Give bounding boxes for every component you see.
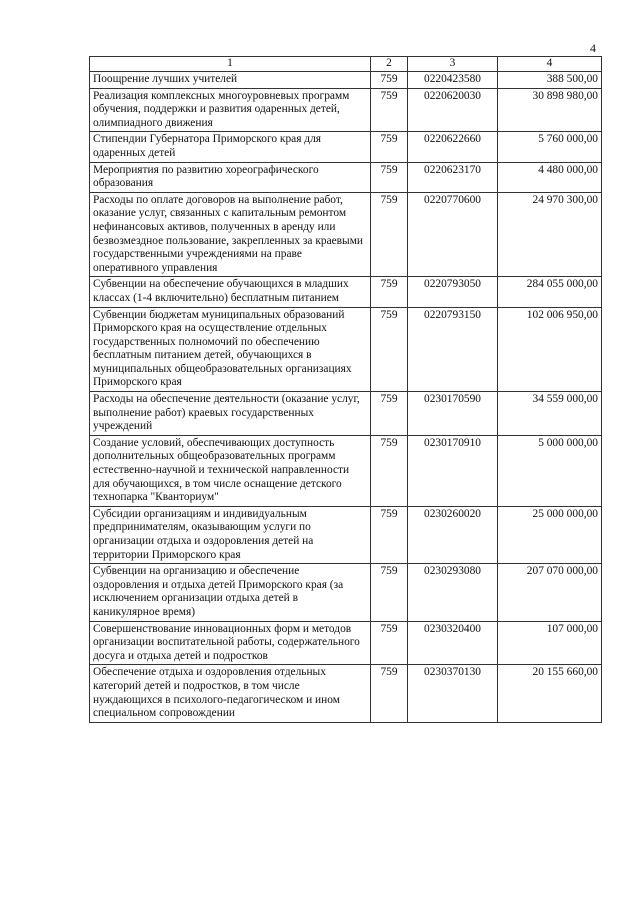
row-amount: 284 055 000,00: [498, 277, 602, 307]
row-name: Создание условий, обеспечивающих доступность дополнительных общеобразовательных программ естественно-научной и технической направленности для обучающихся, в том числе оснащение детского технопарка "Кванториум": [90, 435, 371, 506]
page-number: 4: [590, 41, 596, 55]
row-target-code: 0220770600: [408, 192, 498, 277]
table-row: [90, 72, 602, 89]
header-col-3: 3: [408, 57, 498, 72]
row-ministry-code: 759: [371, 277, 408, 307]
row-ministry-code: 759: [371, 665, 408, 722]
row-amount: 30 898 980,00: [498, 88, 602, 132]
row-amount: 25 000 000,00: [498, 506, 602, 563]
header-col-2: 2: [371, 57, 408, 72]
table-row: [90, 435, 602, 506]
row-amount: 24 970 300,00: [498, 192, 602, 277]
row-target-code: 0220423580: [408, 72, 498, 89]
row-amount: 207 070 000,00: [498, 564, 602, 621]
table-row: [90, 665, 602, 722]
row-name: Субвенции на обеспечение обучающихся в младших классах (1-4 включительно) бесплатным питанием: [90, 277, 371, 307]
row-target-code: 0220793050: [408, 277, 498, 307]
row-ministry-code: 759: [371, 392, 408, 436]
row-amount: 5 000 000,00: [498, 435, 602, 506]
row-ministry-code: 759: [371, 132, 408, 162]
row-amount: 5 760 000,00: [498, 132, 602, 162]
table-row: [90, 162, 602, 192]
row-target-code: 0220793150: [408, 307, 498, 392]
row-name: Субвенции на организацию и обеспечение оздоровления и отдыха детей Приморского края (за исключением организации отдыха детей в каникулярное время): [90, 564, 371, 621]
row-target-code: 0230170910: [408, 435, 498, 506]
row-name: Обеспечение отдыха и оздоровления отдельных категорий детей и подростков, в том числе нуждающихся в психолого-педагогическом и ином специальном сопровождении: [90, 665, 371, 722]
row-ministry-code: 759: [371, 506, 408, 563]
row-name: Субвенции бюджетам муниципальных образований Приморского края на осуществление отдельных государственных полномочий по обеспечению бесплатным питанием детей, обучающихся в муниципальных общеобразовательных организациях Приморского края: [90, 307, 371, 392]
row-amount: 107 000,00: [498, 621, 602, 665]
table-body: [90, 72, 602, 723]
table-row: [90, 564, 602, 621]
row-name: Мероприятия по развитию хореографического образования: [90, 162, 371, 192]
table-row: [90, 132, 602, 162]
table-row: [90, 621, 602, 665]
row-ministry-code: 759: [371, 192, 408, 277]
row-target-code: 0220622660: [408, 132, 498, 162]
table-header: [90, 57, 602, 72]
row-target-code: 0230370130: [408, 665, 498, 722]
row-target-code: 0230293080: [408, 564, 498, 621]
row-amount: 4 480 000,00: [498, 162, 602, 192]
budget-table: [89, 56, 602, 723]
row-ministry-code: 759: [371, 435, 408, 506]
row-name: Расходы по оплате договоров на выполнение работ, оказание услуг, связанных с капитальным ремонтом нефинансовых активов, полученных в аренду или безвозмездное пользование, закрепленных за краевыми государственными учреждениями на праве оперативного управления: [90, 192, 371, 277]
row-amount: 34 559 000,00: [498, 392, 602, 436]
row-ministry-code: 759: [371, 307, 408, 392]
row-target-code: 0220623170: [408, 162, 498, 192]
table-row: [90, 506, 602, 563]
row-ministry-code: 759: [371, 621, 408, 665]
row-ministry-code: 759: [371, 88, 408, 132]
row-amount: 388 500,00: [498, 72, 602, 89]
row-amount: 20 155 660,00: [498, 665, 602, 722]
row-name: Расходы на обеспечение деятельности (оказание услуг, выполнение работ) краевых государственных учреждений: [90, 392, 371, 436]
table-row: [90, 192, 602, 277]
row-target-code: 0230260020: [408, 506, 498, 563]
row-ministry-code: 759: [371, 72, 408, 89]
table-row: [90, 88, 602, 132]
table-row: [90, 307, 602, 392]
row-name: Субсидии организациям и индивидуальным предпринимателям, оказывающим услуги по организации отдыха и оздоровления детей на территории Приморского края: [90, 506, 371, 563]
row-ministry-code: 759: [371, 564, 408, 621]
table-row: [90, 277, 602, 307]
row-target-code: 0220620030: [408, 88, 498, 132]
row-name: Совершенствование инновационных форм и методов организации воспитательной работы, содержательного досуга и отдыха детей и подростков: [90, 621, 371, 665]
table-row: [90, 392, 602, 436]
header-row: [90, 57, 602, 72]
row-ministry-code: 759: [371, 162, 408, 192]
row-target-code: 0230170590: [408, 392, 498, 436]
row-amount: 102 006 950,00: [498, 307, 602, 392]
row-name: Стипендии Губернатора Приморского края для одаренных детей: [90, 132, 371, 162]
row-name: Поощрение лучших учителей: [90, 72, 371, 89]
header-col-1: 1: [90, 57, 371, 72]
row-target-code: 0230320400: [408, 621, 498, 665]
row-name: Реализация комплексных многоуровневых программ обучения, поддержки и развития одаренных детей, олимпиадного движения: [90, 88, 371, 132]
header-col-4: 4: [498, 57, 602, 72]
